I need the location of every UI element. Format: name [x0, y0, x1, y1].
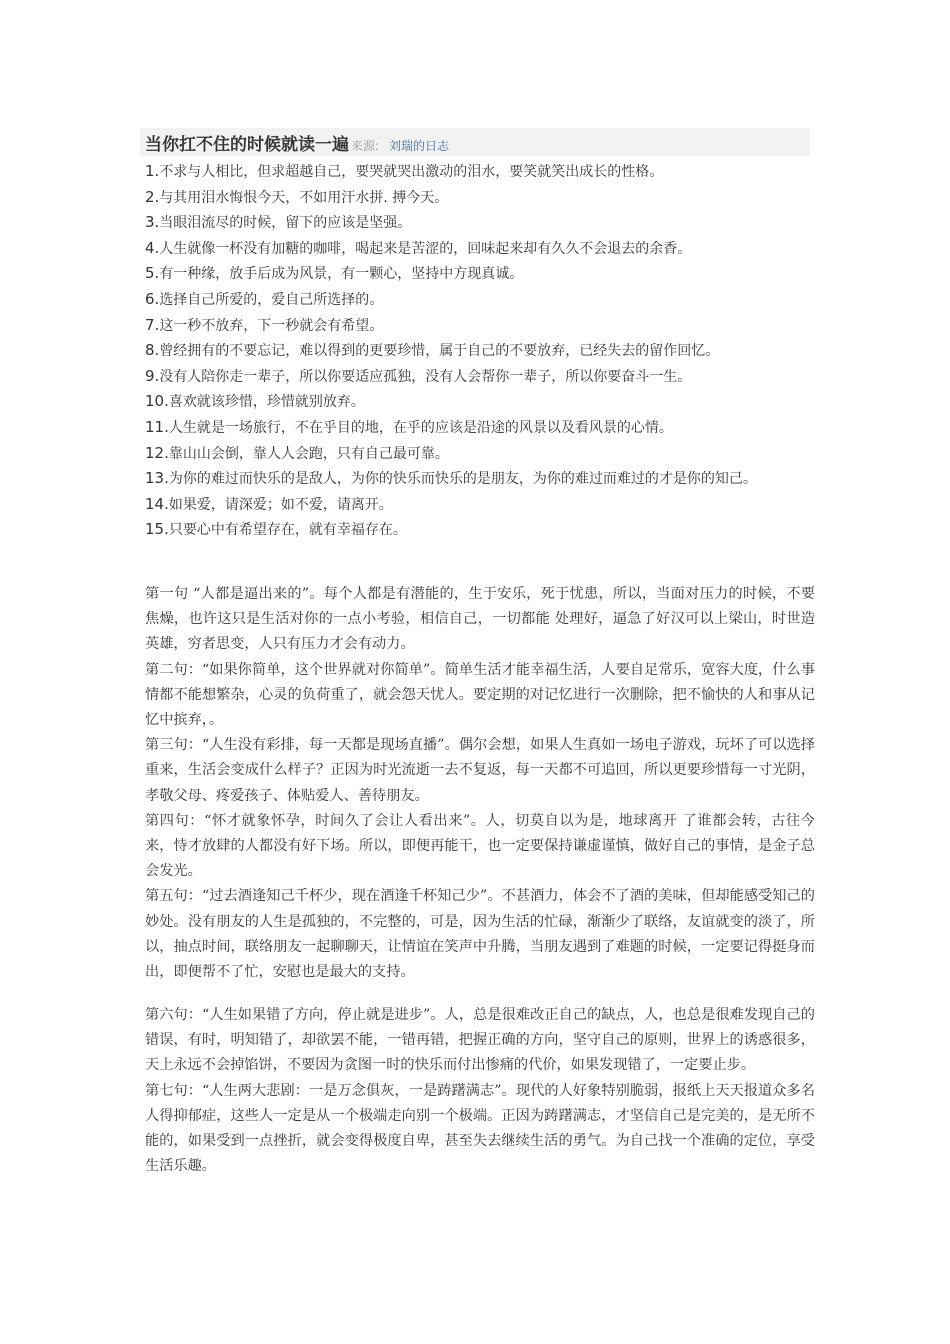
- paragraph: 第七句：“人生两大悲剧：一是万念俱灰，一是踌躇满志”。现代的人好象特别脆弱，报纸上天天报道众多名人得抑郁症，这些人一定是从一个极端走向别一个极端。正因为踌躇满志，才坚信自己是完美的，是无所不能的，如果受到一点挫折，就会变得极度自卑，甚至失去继续生活的勇气。为自己找一个准确的定位，享受生活乐趣。: [145, 1082, 815, 1175]
- list-item: 12.靠山山会倒，靠人人会跑，只有自己最可靠。: [145, 443, 449, 462]
- source-label: 来源:: [351, 139, 380, 153]
- paragraph: 第五句：“过去酒逢知己千杯少，现在酒逢千杯知己少”。不甚酒力，体会不了酒的美味，但却能感受知己的妙处。没有朋友的人生是孤独的，不完整的，可是，因为生活的忙碌，渐渐少了联络，友谊就变的淡了，所以，抽点时间，联络朋友一起聊聊天，让情谊在笑声中升腾，当朋友遇到了难题的时候，一定要记得挺身而出，即便帮不了忙，安慰也是最大的支持。: [145, 888, 815, 981]
- list-item: 2.与其用泪水悔恨今天，不如用汗水拼. 搏今天。: [145, 187, 449, 206]
- list-item: 8.曾经拥有的不要忘记，难以得到的更要珍惜，属于自己的不要放弃，已经失去的留作回忆。: [145, 341, 720, 360]
- list-item: 3.当眼泪流尽的时候，留下的应该是坚强。: [145, 213, 412, 232]
- paragraph: 第一句 “人都是逼出来的”。每个人都是有潜能的，生于安乐，死于忧患，所以，当面对压力的时候，不要焦燥，也许这只是生活对你的一点小考验，相信自己，一切都能 处理好，逼急了好汉可以上梁山，时世造英雄，穷者思变，人只有压力才会有动力。: [145, 586, 815, 653]
- quote-list: [145, 159, 825, 543]
- title-text: 当你扛不住的时候就读一遍: [145, 135, 349, 155]
- paragraph: 第三句：“人生没有彩排，每一天都是现场直播”。偶尔会想，如果人生真如一场电子游戏，玩坏了可以选择重来，生活会变成什么样子？正因为时光流逝一去不复返，每一天都不可追回，所以更要珍惜每一寸光阴，孝敬父母、疼爱孩子、体贴爱人、善待朋友。: [145, 737, 815, 804]
- list-item: 5.有一种缘，放手后成为风景，有一颗心，坚持中方现真诚。: [145, 264, 524, 283]
- list-item: 4.人生就像一杯没有加糖的咖啡，喝起来是苦涩的，回味起来却有久久不会退去的余香。: [145, 238, 692, 257]
- source-link[interactable]: 刘瑞的日志: [389, 139, 450, 153]
- paragraph: 第四句：“怀才就象怀孕，时间久了会让人看出来”。人，切莫自以为是，地球离开 了谁都会转，古往今来，恃才放肆的人都没有好下场。所以，即便再能干，也一定要保持谦虚谨慎，做好自己的事情，是金子总会发光。: [145, 812, 815, 880]
- paragraph: 第二句：“如果你简单，这个世界就对你简单”。简单生活才能幸福生活，人要自足常乐，宽容大度，什么事情都不能想繁杂，心灵的负荷重了，就会怨天忧人。要定期的对记忆进行一次删除，把不愉快的人和事从记忆中摈弃，。: [145, 661, 815, 729]
- article-title: [145, 130, 449, 155]
- list-item: 11.人生就是一场旅行，不在乎目的地，在乎的应该是沿途的风景以及看风景的心情。: [145, 417, 673, 436]
- list-item: 13.为你的难过而快乐的是敌人，为你的快乐而快乐的是朋友，为你的难过而难过的才是你的知己。: [145, 469, 757, 488]
- paragraph: 第六句：“人生如果错了方向，停止就是进步”。人，总是很难改正自己的缺点，人，也总是很难发现自己的错误，有时，明知错了，却欲罢不能，一错再错，把握正确的方向，坚守自己的原则，世界上的诱惑很多，天上永远不会掉馅饼，不要因为贪图一时的快乐而付出惨痛的代价，如果发现错了，一定要止步。: [145, 1007, 815, 1074]
- list-item: 7.这一秒不放弃，下一秒就会有希望。: [145, 315, 384, 334]
- sentences-section-2: [145, 1003, 815, 1179]
- list-item: 14.如果爱，请深爱；如不爱，请离开。: [145, 494, 393, 513]
- list-item: 10.喜欢就该珍惜，珍惜就别放弃。: [145, 392, 365, 411]
- list-item: 6.选择自己所爱的，爱自己所选择的。: [145, 289, 384, 308]
- list-item: 9.没有人陪你走一辈子，所以你要适应孤独，没有人会帮你一辈子，所以你要奋斗一生。: [145, 366, 692, 385]
- sentences-section-1: [145, 582, 815, 985]
- list-item: 15.只要心中有希望存在，就有幸福存在。: [145, 520, 407, 539]
- list-item: 1.不求与人相比，但求超越自己，要哭就哭出激动的泪水，要笑就笑出成长的性格。: [145, 162, 664, 180]
